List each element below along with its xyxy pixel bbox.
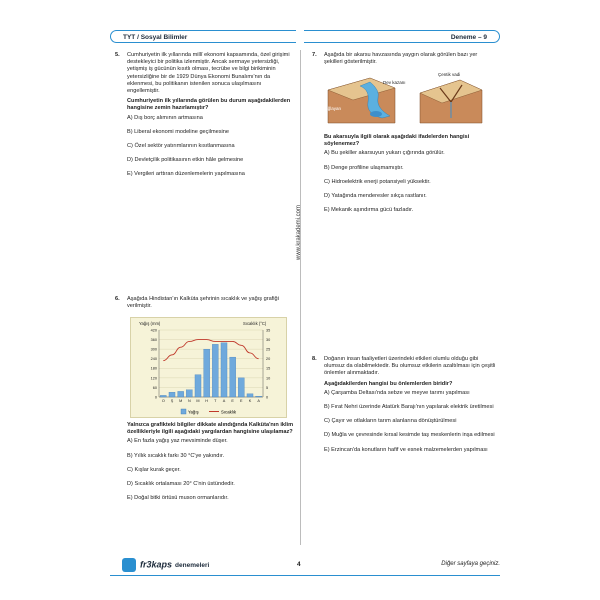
bar-yagis <box>230 357 236 397</box>
y2-tick-label: 5 <box>266 385 269 390</box>
x-tick-label: E <box>240 399 243 403</box>
y2-tick-label: 0 <box>266 395 269 400</box>
options-list <box>127 438 295 502</box>
landform-illustration <box>320 68 485 128</box>
column-divider <box>300 50 301 545</box>
y2-tick-label: 15 <box>266 366 271 371</box>
bar-yagis <box>169 392 175 397</box>
bar-yagis <box>221 343 227 397</box>
option-c[interactable]: C) Çayır ve otlakların tarım alanlarına dönüştürülmesi <box>324 418 457 425</box>
question-6-cont <box>115 422 295 509</box>
option-a[interactable]: A) Dış borç alımının artmasına <box>127 114 203 121</box>
pothole-shape <box>370 111 382 117</box>
x-tick-label: Ş <box>170 399 174 403</box>
option-b[interactable]: B) Yıllık sıcaklık farkı 30 °C'ye yakındır. <box>127 452 225 459</box>
label-caglayan: Çağlayan <box>322 106 342 111</box>
options-list <box>324 150 497 214</box>
question-text: Cumhuriyetin ilk yıllarında millî ekonomi kapsamında, özel girişimi destekleyici bir politika izlenmiştir. Ancak sermaye yetersizliği, yetişmiş iş gücünün kısıtlı olması, tecrübe ve bilgi birikiminin yetersizliğine bir de 1929 Dünya Ekonomi Bunalımı'nın da eklenmesi, bu politikanın istenilen sonuca ulaşılmasını engellemiştir. <box>127 52 290 95</box>
line-sicaklik <box>163 340 258 361</box>
x-tick-label: K <box>248 399 252 403</box>
question-stem: Aşağıdakilerden hangisi bu önlemlerden biridir? <box>324 380 453 387</box>
bar-yagis <box>178 391 184 397</box>
question-7 <box>312 52 497 69</box>
question-stem: Yalnızca grafikteki bilgiler dikkate alındığında Kalküta'nın iklim özellikleriyle ilgili aşağıdaki yargılardan hangisine ulaşılamaz? <box>127 422 294 436</box>
bar-yagis <box>195 375 201 397</box>
question-number: 5. <box>115 52 120 58</box>
option-c[interactable]: C) Özel sektör yatırımlarının kısıtlanmasına <box>127 143 235 150</box>
label-dev-kazani: Dev kazanı <box>383 80 406 85</box>
option-e[interactable]: E) Mekanik aşındırma gücü fazladır. <box>324 207 414 214</box>
option-b[interactable]: B) Denge profiline ulaşmamıştır. <box>324 164 404 171</box>
options-list <box>127 115 295 179</box>
brand-logo <box>122 558 209 572</box>
y2-tick-label: 35 <box>266 328 271 333</box>
brand-sub: denemeleri <box>175 562 210 570</box>
header-left <box>110 30 296 43</box>
y-axis-label: Yağış (mm) <box>139 321 161 326</box>
bar-yagis <box>186 390 192 397</box>
legend-label-sicaklik: Sıcaklık <box>221 409 237 415</box>
header-left-text: TYT / Sosyal Bilimler <box>123 34 188 41</box>
header-right <box>304 30 500 43</box>
y-tick-label: 420 <box>150 328 157 333</box>
brand-fr: fr <box>140 559 147 570</box>
y-tick-label: 240 <box>150 357 157 362</box>
header-right-text: Deneme – 9 <box>450 34 487 41</box>
x-tick-label: T <box>214 399 217 403</box>
next-page-note: Diğer sayfaya geçiniz. <box>441 561 500 567</box>
question-text: Aşağıda Hindistan'ın Kalküta şehrinin sıcaklık ve yağış grafiği verilmiştir. <box>127 296 279 310</box>
footer-line <box>110 575 500 576</box>
question-stem: Cumhuriyetin ilk yıllarında görülen bu durum aşağıdakilerden hangisine zemin hazırlamıştır? <box>127 98 291 112</box>
question-7-cont <box>312 134 497 221</box>
option-d[interactable]: D) Devletçilik politikasının etkin hâle gelmesine <box>127 157 244 164</box>
option-d[interactable]: D) Yatağında menderesler sıkça rastlanır. <box>324 193 427 200</box>
bar-yagis <box>256 396 262 397</box>
option-a[interactable]: A) Bu şekiller akarsuyun yukarı çığırında görülür. <box>324 150 445 157</box>
x-tick-label: M <box>196 399 200 403</box>
option-d[interactable]: D) Muğla ve çevresinde kırsal kesimde taş meskenlerin inşa edilmesi <box>324 432 495 439</box>
brand-rest: 3kaps <box>146 559 173 570</box>
question-number: 6. <box>115 296 120 302</box>
side-website: www.krakademi.com <box>296 204 302 260</box>
question-text: Aşağıda bir akarsu havzasında yaygın olarak görülen bazı yer şekilleri gösterilmiştir. <box>324 52 478 66</box>
page-number: 4 <box>297 561 301 568</box>
x-tick-label: H <box>205 399 209 403</box>
y2-tick-label: 30 <box>266 337 271 342</box>
question-6 <box>115 296 295 313</box>
legend-label-yagis: Yağış <box>188 409 199 415</box>
x-tick-label: A <box>222 399 226 403</box>
option-c[interactable]: C) Hidroelektrik enerji potansiyeli yüksektir. <box>324 178 431 185</box>
option-a[interactable]: A) En fazla yağış yaz mevsiminde düşer. <box>127 438 228 445</box>
question-8 <box>312 356 497 461</box>
legend-swatch-yagis <box>181 409 186 414</box>
climate-chart-svg <box>131 318 286 417</box>
options-list <box>324 390 497 454</box>
y-tick-label: 180 <box>150 366 157 371</box>
y-tick-label: 360 <box>150 337 157 342</box>
question-number: 8. <box>312 356 317 362</box>
y2-tick-label: 25 <box>266 347 271 352</box>
x-tick-label: M <box>179 399 183 403</box>
option-a[interactable]: A) Çarşamba Deltası'nda sebze ve meyve tarımı yapılması <box>324 389 470 396</box>
y2-tick-label: 10 <box>266 376 271 381</box>
question-number: 7. <box>312 52 317 58</box>
question-5 <box>115 52 295 186</box>
bar-yagis <box>247 394 253 397</box>
question-stem: Bu akarsuyla ilgili olarak aşağıdaki ifadelerden hangisi söylenemez? <box>324 134 470 148</box>
option-d[interactable]: D) Sıcaklık ortalaması 20° C'nin üstündedir. <box>127 481 235 488</box>
bar-yagis <box>238 378 244 397</box>
option-e[interactable]: E) Erzincan'da konutların hafif ve esnek malzemelerden yapılması <box>324 446 488 453</box>
x-tick-label: O <box>161 399 165 403</box>
x-tick-label: A <box>257 399 260 403</box>
option-b[interactable]: B) Fırat Nehri üzerinde Atatürk Barajı'nın yapılarak elektrik üretilmesi <box>324 404 494 411</box>
y2-axis-label: Sıcaklık (°C) <box>243 321 267 326</box>
bar-yagis <box>204 349 210 397</box>
option-e[interactable]: E) Vergileri arttıran düzenlemelerin yapılmasına <box>127 171 245 178</box>
y-tick-label: 60 <box>152 385 157 390</box>
y2-tick-label: 20 <box>266 357 271 362</box>
x-tick-label: E <box>231 399 234 403</box>
y-tick-label: 120 <box>150 376 157 381</box>
brand-mark-icon <box>122 558 136 572</box>
bar-yagis <box>212 344 218 397</box>
option-e[interactable]: E) Doğal bitki örtüsü muson ormanlarıdır. <box>127 495 229 502</box>
question-text: Doğanın insan faaliyetleri üzerindeki etkileri olumlu olduğu gibi olumsuz da olabilmektedir. Bu olumsuz etkilerin azaltılması için çeşitli önlemler alınmaktadır. <box>324 356 496 377</box>
climate-chart <box>130 317 287 418</box>
option-b[interactable]: B) Liberal ekonomi modeline geçilmesine <box>127 128 229 135</box>
label-centik-vadi: Çentik vadi <box>438 72 461 77</box>
y-tick-label: 300 <box>150 347 157 352</box>
x-tick-label: N <box>187 399 191 403</box>
option-c[interactable]: C) Kışlar kurak geçer. <box>127 466 181 473</box>
bar-yagis <box>160 395 166 397</box>
y-tick-label: 0 <box>154 395 157 400</box>
